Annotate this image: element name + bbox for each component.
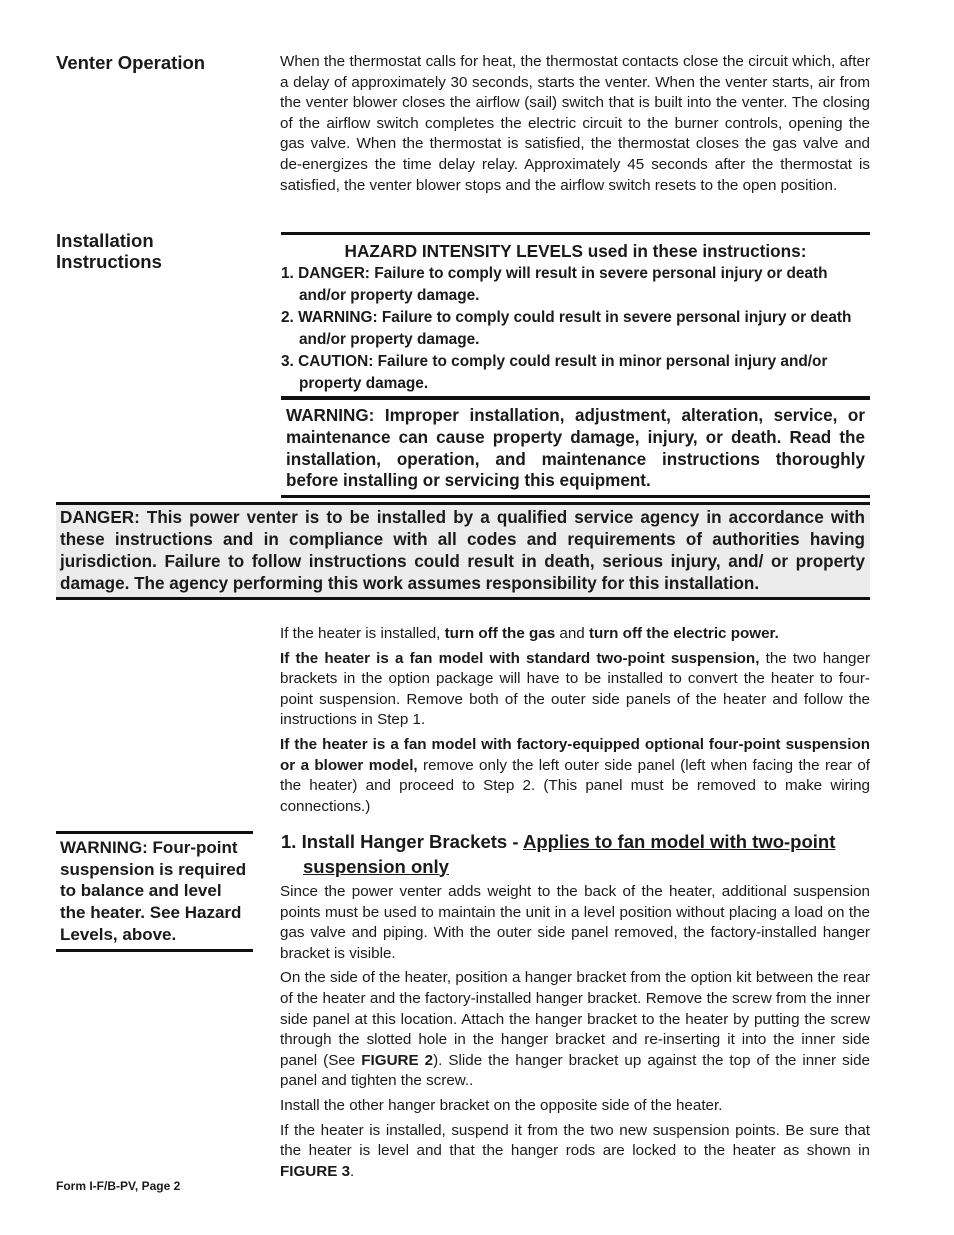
step1-heading-prefix: 1. Install Hanger Brackets - [281,831,523,852]
step1-heading [281,830,883,879]
intro-p2-rest: the two hanger brackets in the option package will have to be installed to convert the heater to four-point suspension. Remove both of the outer side panels of the heater and follow the instructions in Step 1. [280,649,870,729]
step1-p2-a: On the side of the heater, position a hanger bracket from the option kit between the rear of the heater and the factory-installed hanger bracket. Remove the screw from the inner side panel at this location. Attach the hanger bracket to the heater by putting the screw through the slotted hole in the hanger bracket and re-inserting it into the inner side panel (See [280,969,870,1069]
intro-p1-gas: turn off the gas [444,625,556,642]
step1-paragraph-4 [280,1121,870,1183]
qualified-agency-danger: DANGER: This power venter is to be installed by a qualified service agency in accordance with these instructions and in compliance with all codes and requirements of authorities having jurisdiction. Failure to follow instructions could result in death, serious injury, and/ or property damage. The agency performing this work assumes responsibility for this installation. [56,502,870,600]
intro-paragraph-2 [280,649,870,731]
step1-p4-a: If the heater is installed, suspend it from the two new suspension points. Be sure that the heater is level and that the hanger rods are locked to the heater as shown in [280,1121,870,1160]
improper-installation-warning: WARNING: Improper installation, adjustment, alteration, service, or maintenance can cause property damage, injury, or death. Read the installation, operation, and maintenance instructions thoroughly before installing or servicing this equipment. [281,396,870,498]
intro-paragraph-3 [280,735,870,817]
hazard-level-warning: 2. WARNING: Failure to comply could result in severe personal injury or death and/or property damage. [281,309,852,348]
four-point-suspension-warning: WARNING: Four-point suspension is required to balance and level the heater. See Hazard Levels, above. [56,831,253,952]
figure-3-reference: FIGURE 3 [280,1162,351,1180]
installation-instructions-heading [56,230,162,272]
intro-p3-bold: If the heater is a fan model with factory-equipped optional four-point suspension or a blower model, [280,735,870,774]
hazard-level-caution: 3. CAUTION: Failure to comply could result in minor personal injury and/or property damage. [281,353,828,392]
step1-p2-b: ). Slide the hanger bracket up against the top of the inner side panel and tighten the screw.. [280,1051,870,1090]
step1-heading-underlined: Applies to fan model with two-point suspension only [303,831,836,877]
installation-heading-line1: Installation [56,230,154,251]
venter-operation-paragraph: When the thermostat calls for heat, the thermostat contacts close the circuit which, after a delay of approximately 30 seconds, starts the venter. When the venter starts, air from the venter blower closes the airflow (sail) switch that is built into the venter. The closing of the airflow switch completes the electric circuit to the burner controls, opening the gas valve. When the thermostat is satisfied, the thermostat closes the gas valve and de-energizes the time delay relay. Approximately 45 seconds after the thermostat is satisfied, the venter blower stops and the airflow switch resets to the open position. [280,53,870,194]
hazard-levels-list [281,263,870,394]
step1-paragraph-3: Install the other hanger bracket on the opposite side of the heater. [280,1096,723,1114]
installation-heading-line2: Instructions [56,251,162,272]
hazard-level-danger: 1. DANGER: Failure to comply will result in severe personal injury or death and/or property damage. [281,265,828,304]
page-footer: Form I-F/B-PV, Page 2 [56,1179,181,1193]
hazard-levels-title: HAZARD INTENSITY LEVELS used in these instructions: [344,241,807,261]
intro-p2-bold: If the heater is a fan model with standard two-point suspension, [280,649,760,667]
intro-section [280,624,870,821]
step1-body [280,882,870,1186]
step1-paragraph-1: Since the power venter adds weight to the back of the heater, additional suspension points must be used to maintain the unit in a level position without placing a load on the gas valve and piping. With the outer side panel removed, the factory-installed hanger bracket is visible. [280,883,870,962]
step1-p4-b: . [350,1162,355,1180]
intro-p1-power: turn off the electric power. [588,625,779,642]
step1-paragraph-2 [280,968,870,1092]
figure-2-reference: FIGURE 2 [361,1051,434,1069]
intro-paragraph-1 [280,624,870,645]
intro-p1-a: If the heater is installed, [280,625,445,642]
intro-p3-rest: remove only the left outer side panel (left when facing the rear of the heater) and proceed to Step 2. (This panel must be removed to make wiring connections.) [280,756,870,815]
intro-p1-c: and [555,625,589,642]
venter-operation-heading: Venter Operation [56,52,206,73]
venter-operation-text [280,52,870,200]
hazard-levels-box [281,232,870,400]
